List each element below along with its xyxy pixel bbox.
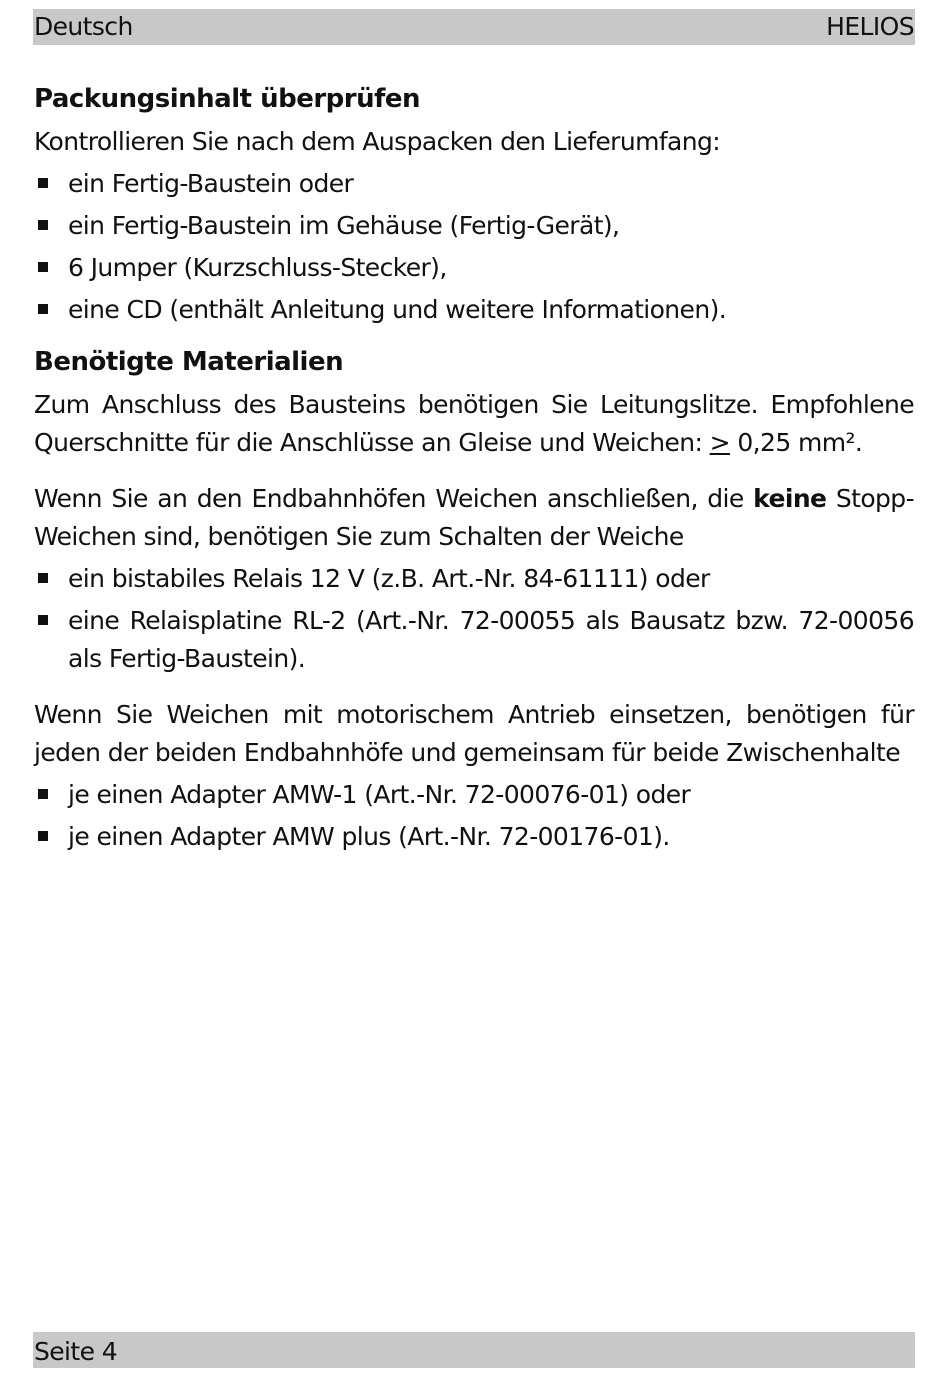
list-item-text: je einen Adapter AMW plus (Art.-Nr. 72-00176-01). [68,822,670,851]
motor-drive-paragraph: Wenn Sie Weichen mit motorischem Antrieb einsetzen, benötigen für jeden der beiden Endbahnhöfe und gemeinsam für beide Zwischenhalte [34,700,914,767]
materials-wire-text: Zum Anschluss des Bausteins benötigen Sie Leitungslitze. Empfohlene Querschnitte für die Anschlüsse an Gleise und Weichen: [34,390,914,457]
materials-wire-value: 0,25 mm². [730,428,863,457]
greater-equal-symbol: > [709,428,731,457]
bullet-square-icon [38,789,48,799]
adapter-options-list [34,776,914,856]
list-item [34,560,914,598]
list-item [34,207,914,245]
list-item-text: je einen Adapter AMW-1 (Art.-Nr. 72-00076-01) oder [68,780,691,809]
page-footer [33,1332,915,1368]
stop-switch-paragraph [34,480,914,556]
list-item-text: ein Fertig-Baustein oder [68,169,354,198]
bullet-square-icon [38,831,48,841]
list-item-text: ein Fertig-Baustein im Gehäuse (Fertig-Gerät), [68,211,620,240]
section-title-required-materials: Benötigte Materialien [34,347,344,377]
stop-switch-text-before: Wenn Sie an den Endbahnhöfen Weichen anschließen, die [34,484,754,513]
stop-switch-emphasis: keine [753,484,827,513]
page-header [33,9,915,45]
list-item-text: eine Relaisplatine RL-2 (Art.-Nr. 72-00055 als Bausatz bzw. 72-00056 als Fertig-Baustein). [68,606,914,673]
bullet-square-icon [38,178,48,188]
page-number: Seite 4 [34,1337,118,1366]
header-language: Deutsch [34,12,133,41]
list-item [34,249,914,287]
list-item [34,165,914,203]
materials-wire-paragraph [34,386,914,462]
bullet-square-icon [38,262,48,272]
list-item [34,291,914,329]
main-content [34,80,914,856]
package-contents-list [34,165,914,329]
list-item [34,602,914,678]
list-item-text: 6 Jumper (Kurzschluss-Stecker), [68,253,447,282]
list-item [34,776,914,814]
bullet-square-icon [38,573,48,583]
stop-switch-text-after: Stopp-Weichen sind, benötigen Sie zum Schalten der Weiche [34,484,914,551]
header-product-name: HELIOS [826,12,914,41]
bullet-square-icon [38,304,48,314]
bullet-square-icon [38,615,48,625]
list-item-text: ein bistabiles Relais 12 V (z.B. Art.-Nr. 84-61111) oder [68,564,710,593]
bullet-square-icon [38,220,48,230]
section-title-package-contents: Packungsinhalt überprüfen [34,84,421,114]
package-contents-intro: Kontrollieren Sie nach dem Auspacken den Lieferumfang: [34,127,721,156]
list-item-text: eine CD (enthält Anleitung und weitere Informationen). [68,295,727,324]
relay-options-list [34,560,914,678]
list-item [34,818,914,856]
